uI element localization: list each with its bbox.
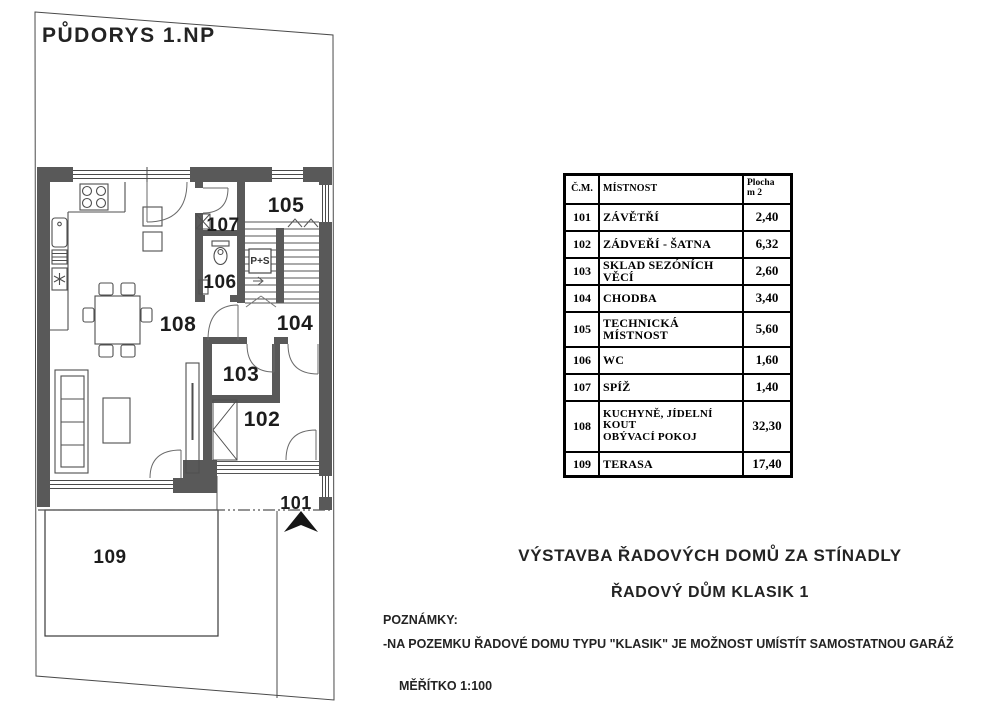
- row-cm: 101: [565, 204, 600, 231]
- row-mistnost: SPÍŽ: [599, 374, 743, 401]
- row-cm: 103: [565, 258, 600, 285]
- row-mistnost: TECHNICKÁ MÍSTNOST: [599, 312, 743, 347]
- row-plocha: 1,60: [743, 347, 792, 374]
- project-subtitle: ŘADOVÝ DŮM KLASIK 1: [610, 584, 810, 601]
- wardrobe: [213, 400, 237, 460]
- row-cm: 104: [565, 285, 600, 312]
- dining-set: [83, 283, 152, 357]
- row-mistnost: [599, 401, 743, 452]
- row-mistnost: CHODBA: [599, 285, 743, 312]
- entrance-arrow-icon: [284, 511, 318, 532]
- row-cm: 109: [565, 452, 600, 477]
- toilet-bowl: [214, 248, 227, 265]
- stair-rail: [276, 228, 284, 303]
- row-plocha: 32,30: [743, 401, 792, 452]
- room-label-101: 101: [280, 493, 312, 513]
- row-plocha: 5,60: [743, 312, 792, 347]
- room-label-109: 109: [93, 547, 127, 568]
- project-title: VÝSTAVBA ŘADOVÝCH DOMŮ ZA STÍNADLY: [518, 546, 902, 565]
- note-text: -NA POZEMKU ŘADOVÉ DOMU TYPU "KLASIK" JE MOŽNOST UMÍSTÍT SAMOSTATNOU GARÁŽ: [383, 637, 954, 651]
- header-plocha-line2: m 2: [747, 188, 763, 199]
- header-plocha-line1: Plocha: [747, 178, 775, 189]
- row-cm: 102: [565, 231, 600, 258]
- room-label-105: 105: [267, 194, 305, 217]
- table-row: [565, 258, 792, 285]
- table-row: [565, 452, 792, 477]
- appliance-box-2: [143, 232, 162, 251]
- door-pantry: [203, 188, 228, 213]
- header-mistnost: MÍSTNOST: [599, 175, 743, 204]
- notes-label: POZNÁMKY:: [383, 613, 458, 627]
- row-cm: 108: [565, 401, 600, 452]
- door-kitchen-window: [147, 182, 187, 222]
- walls: [37, 167, 332, 510]
- table-row: [565, 401, 792, 452]
- table-row: [565, 285, 792, 312]
- dining-table: [95, 296, 140, 344]
- entrance-wall-chunks: [173, 460, 217, 493]
- header-cm: Č.M.: [565, 175, 600, 204]
- table-row: [565, 204, 792, 231]
- sheet-title: PŮDORYS 1.NP: [42, 24, 216, 47]
- scale-note: MĚŘÍTKO 1:100: [399, 679, 493, 693]
- washer-dryer-label: P+S: [250, 256, 270, 267]
- appliance-box-1: [143, 207, 162, 226]
- room-label-107: 107: [206, 215, 240, 236]
- door-hall: [208, 305, 238, 340]
- row-cm: 105: [565, 312, 600, 347]
- row-mistnost: ZÁDVEŘÍ - ŠATNA: [599, 231, 743, 258]
- row-plocha: 6,32: [743, 231, 792, 258]
- room-label-104: 104: [276, 312, 314, 335]
- door-entrance: [286, 430, 316, 460]
- row-plocha: 1,40: [743, 374, 792, 401]
- door-corridor: [288, 344, 318, 374]
- toilet-tank: [212, 241, 229, 246]
- washer-dryer: [249, 249, 271, 273]
- row-plocha: 17,40: [743, 452, 792, 477]
- table-row: [565, 347, 792, 374]
- room-label-106: 106: [203, 272, 237, 293]
- table-header-row: [565, 175, 792, 204]
- row-mistnost: ZÁVĚTŘÍ: [599, 204, 743, 231]
- row-plocha: 2,60: [743, 258, 792, 285]
- coffee-table: [103, 398, 130, 443]
- table-row: [565, 312, 792, 347]
- table-row: [565, 374, 792, 401]
- room-label-102: 102: [243, 408, 281, 431]
- table-row: [565, 231, 792, 258]
- row-cm: 106: [565, 347, 600, 374]
- row-cm: 107: [565, 374, 600, 401]
- row-mistnost: WC: [599, 347, 743, 374]
- row-plocha: 2,40: [743, 204, 792, 231]
- door-terrace: [150, 450, 181, 478]
- room-schedule-table: [563, 173, 793, 478]
- snowflake-icon: [54, 273, 65, 285]
- row-plocha: 3,40: [743, 285, 792, 312]
- row-mistnost-line2: OBÝVACÍ POKOJ: [603, 430, 697, 443]
- row-mistnost: TERASA: [599, 452, 743, 477]
- terrace-outline: [45, 510, 218, 636]
- header-plocha: [743, 175, 792, 204]
- room-label-108: 108: [159, 313, 197, 336]
- room-label-103: 103: [222, 363, 260, 386]
- row-mistnost: SKLAD SEZÓNÍCH VĚCÍ: [599, 258, 743, 285]
- living-room-furniture: [55, 363, 199, 473]
- row-mistnost-line1: KUCHYNĚ, JÍDELNÍ KOUT: [603, 407, 713, 432]
